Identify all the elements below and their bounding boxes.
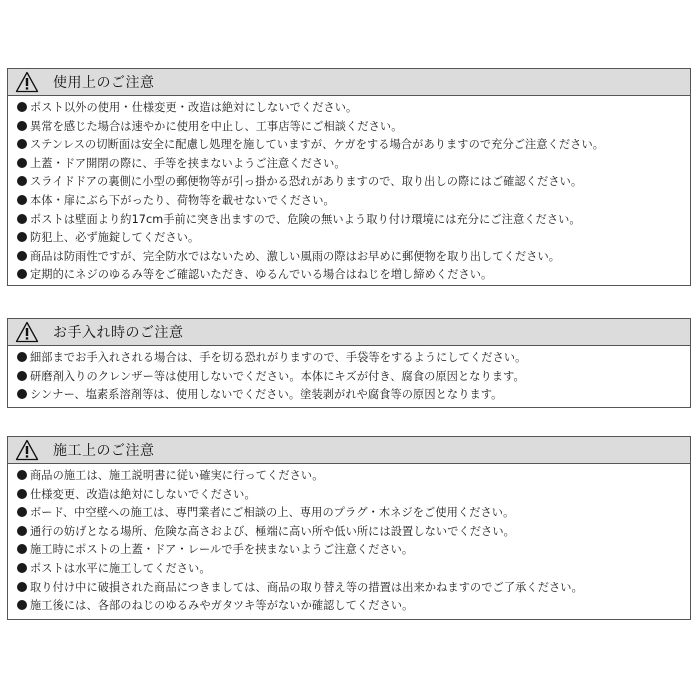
list-item: 通行の妨げとなる場所、危険な高さおよび、極端に高い所や低い所には設置しないでください。	[17, 523, 690, 542]
list-item: ポストは壁面より約17cm手前に突き出ますので、危険の無いよう取り付け環境には充分にご注意ください。	[17, 211, 690, 230]
list-item: ステンレスの切断面は安全に配慮し処理を施していますが、ケガをする場合がありますので充分ご注意ください。	[17, 136, 690, 155]
bullet-icon	[17, 251, 27, 261]
bullet-icon	[17, 232, 27, 242]
bullet-icon	[17, 507, 27, 517]
list-item: ポストは水平に施工してください。	[17, 560, 690, 579]
installation-caution-section	[7, 436, 691, 620]
bullet-icon	[17, 121, 27, 131]
section-list	[8, 346, 690, 409]
bullet-icon	[17, 526, 27, 536]
section-title: 使用上のご注意	[53, 75, 155, 91]
section-header	[8, 69, 690, 96]
list-item: ポスト以外の使用・仕様変更・改造は絶対にしないでください。	[17, 99, 690, 118]
section-list	[8, 96, 690, 289]
list-item: 施工後には、各部のねじのゆるみやガタツキ等がないか確認してください。	[17, 597, 690, 616]
bullet-icon	[17, 389, 27, 399]
list-item: シンナー、塩素系溶剤等は、使用しないでください。塗装剥がれや腐食等の原因となります。	[17, 386, 690, 405]
maintenance-caution-section	[7, 318, 691, 408]
list-item: 研磨剤入りのクレンザー等は使用しないでください。本体にキズが付き、腐食の原因となります。	[17, 368, 690, 387]
bullet-icon	[17, 470, 27, 480]
usage-caution-section	[7, 68, 691, 286]
list-item: 定期的にネジのゆるみ等をご確認いただき、ゆるんでいる場合はねじを増し締めください。	[17, 266, 690, 285]
section-title: 施工上のご注意	[53, 443, 155, 459]
list-item: ボード、中空壁への施工は、専門業者にご相談の上、専用のプラグ・木ネジをご使用ください。	[17, 504, 690, 523]
list-item: 異常を感じた場合は速やかに使用を中止し、工事店等にご相談ください。	[17, 118, 690, 137]
bullet-icon	[17, 214, 27, 224]
warning-triangle-icon	[15, 321, 39, 343]
bullet-icon	[17, 139, 27, 149]
bullet-icon	[17, 582, 27, 592]
bullet-icon	[17, 158, 27, 168]
bullet-icon	[17, 544, 27, 554]
bullet-icon	[17, 352, 27, 362]
section-header	[8, 319, 690, 346]
bullet-icon	[17, 102, 27, 112]
section-list	[8, 464, 690, 620]
bullet-icon	[17, 563, 27, 573]
section-header	[8, 437, 690, 464]
bullet-icon	[17, 195, 27, 205]
section-title: お手入れ時のご注意	[53, 325, 184, 341]
list-item: スライドドアの裏側に小型の郵便物等が引っ掛かる恐れがありますので、取り出しの際にはご確認ください。	[17, 173, 690, 192]
bullet-icon	[17, 600, 27, 610]
bullet-icon	[17, 176, 27, 186]
bullet-icon	[17, 371, 27, 381]
list-item: 商品は防雨性ですが、完全防水ではないため、激しい風雨の際はお早めに郵便物を取り出してください。	[17, 248, 690, 267]
bullet-icon	[17, 489, 27, 499]
list-item: 商品の施工は、施工説明書に従い確実に行ってください。	[17, 467, 690, 486]
list-item: 細部までお手入れされる場合は、手を切る恐れがりますので、手袋等をするようにしてください。	[17, 349, 690, 368]
list-item: 仕様変更、改造は絶対にしないでください。	[17, 486, 690, 505]
list-item: 施工時にポストの上蓋・ドア・レールで手を挟まないようご注意ください。	[17, 541, 690, 560]
warning-triangle-icon	[15, 71, 39, 93]
list-item: 取り付け中に破損された商品につきましては、商品の取り替え等の措置は出来かねますのでご了承ください。	[17, 579, 690, 598]
bullet-icon	[17, 269, 27, 279]
warning-triangle-icon	[15, 439, 39, 461]
list-item: 本体・扉にぶら下がったり、荷物等を載せないでください。	[17, 192, 690, 211]
list-item: 上蓋・ドア開閉の際に、手等を挟まないようご注意ください。	[17, 155, 690, 174]
list-item: 防犯上、必ず施錠してください。	[17, 229, 690, 248]
